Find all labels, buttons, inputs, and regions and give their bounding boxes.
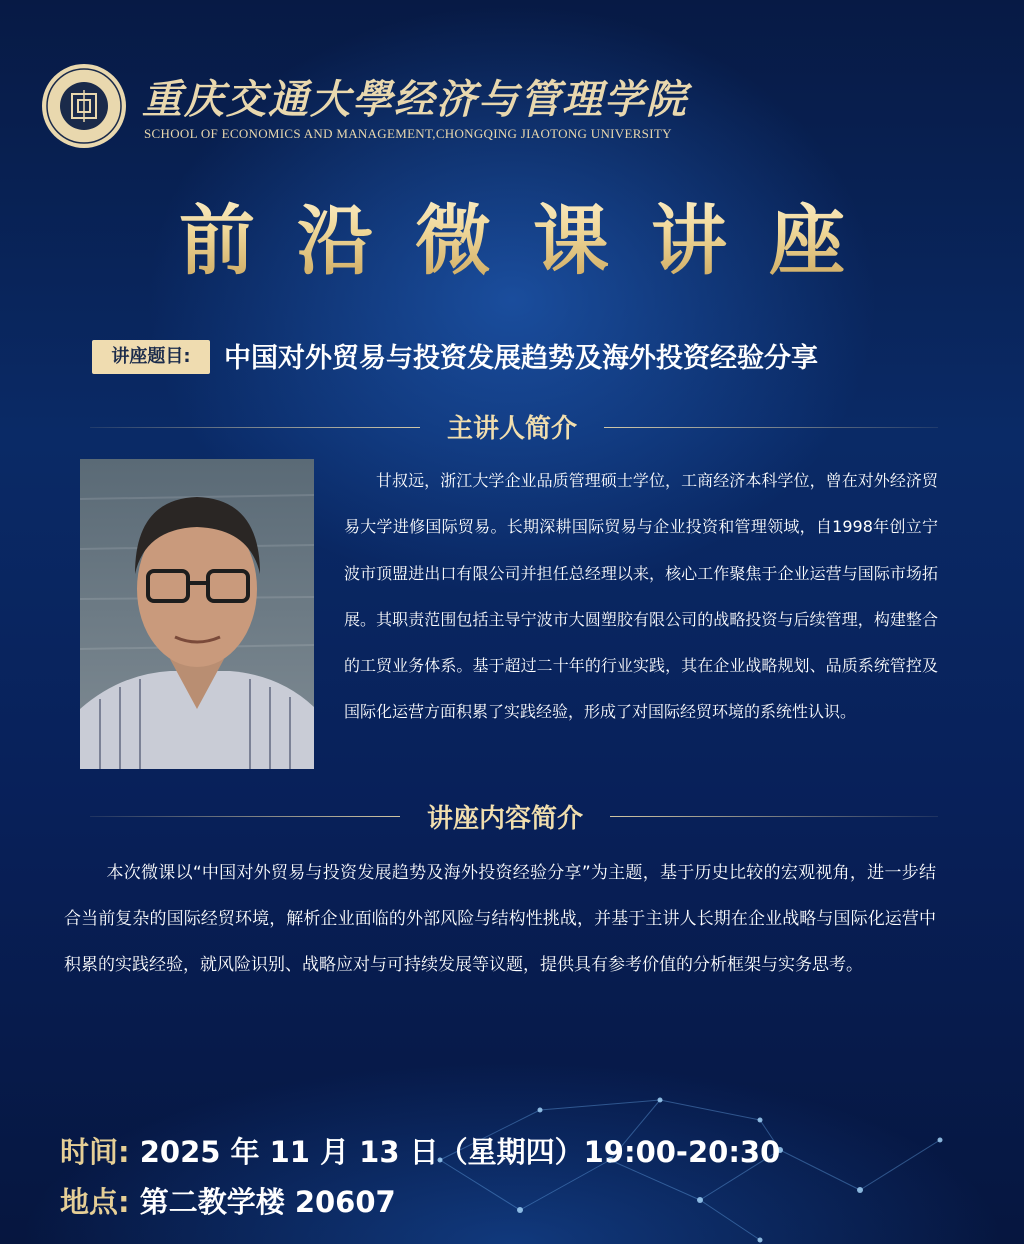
speaker-photo	[80, 459, 314, 769]
topic-text: 中国对外贸易与投资发展趋势及海外投资经验分享	[224, 343, 818, 374]
speaker-bio: 甘叔远，浙江大学企业品质管理硕士学位，工商经济本科学位，曾在对外经济贸易大学进修国际贸易。长期深耕国际贸易与企业投资和管理领域，自1998年创立宁波市顶盟进出口有限公司并担任总经理以来，核心工作聚焦于企业运营与国际市场拓展。其职责范围包括主导宁波市大圆塑胶有限公司的战略投资与后续管理，构建整合的工贸业务体系。基于超过二十年的行业实践，其在企业战略规划、品质系统管控及国际化运营方面积累了实践经验，形成了对国际经贸环境的系统性认识。	[344, 471, 938, 722]
content-heading: 讲座内容简介	[426, 804, 583, 834]
divider-left	[90, 427, 420, 428]
divider-left	[90, 816, 400, 817]
school-name-cn: 重庆交通大學经济与管理学院	[142, 76, 688, 123]
speaker-heading: 主讲人简介	[446, 414, 577, 444]
divider-right	[610, 816, 938, 817]
poster-title: 前沿微课讲座	[0, 180, 1024, 289]
time-label: 时间:	[60, 1135, 130, 1169]
lecture-description: 本次微课以“中国对外贸易与投资发展趋势及海外投资经验分享”为主题，基于历史比较的宏观视角，进一步结合当前复杂的国际经贸环境，解析企业面临的外部风险与结构性挑战，并基于主讲人长期在企业战略与国际化运营中积累的实践经验，就风险识别、战略应对与可持续发展等议题，提供具有参考价值的分析框架与实务思考。	[64, 863, 936, 975]
place-value: 第二教学楼 20607	[139, 1185, 396, 1219]
time-value: 2025 年 11 月 13 日（星期四）19:00-20:30	[139, 1135, 781, 1169]
university-logo	[40, 62, 128, 150]
place-label: 地点:	[60, 1185, 130, 1219]
school-name-en: SCHOOL OF ECONOMICS AND MANAGEMENT,CHONGQING JIAOTONG UNIVERSITY	[144, 126, 672, 141]
place-row	[60, 1180, 396, 1221]
divider-right	[604, 427, 938, 428]
time-row	[60, 1130, 780, 1171]
topic-label: 讲座题目:	[92, 340, 210, 374]
